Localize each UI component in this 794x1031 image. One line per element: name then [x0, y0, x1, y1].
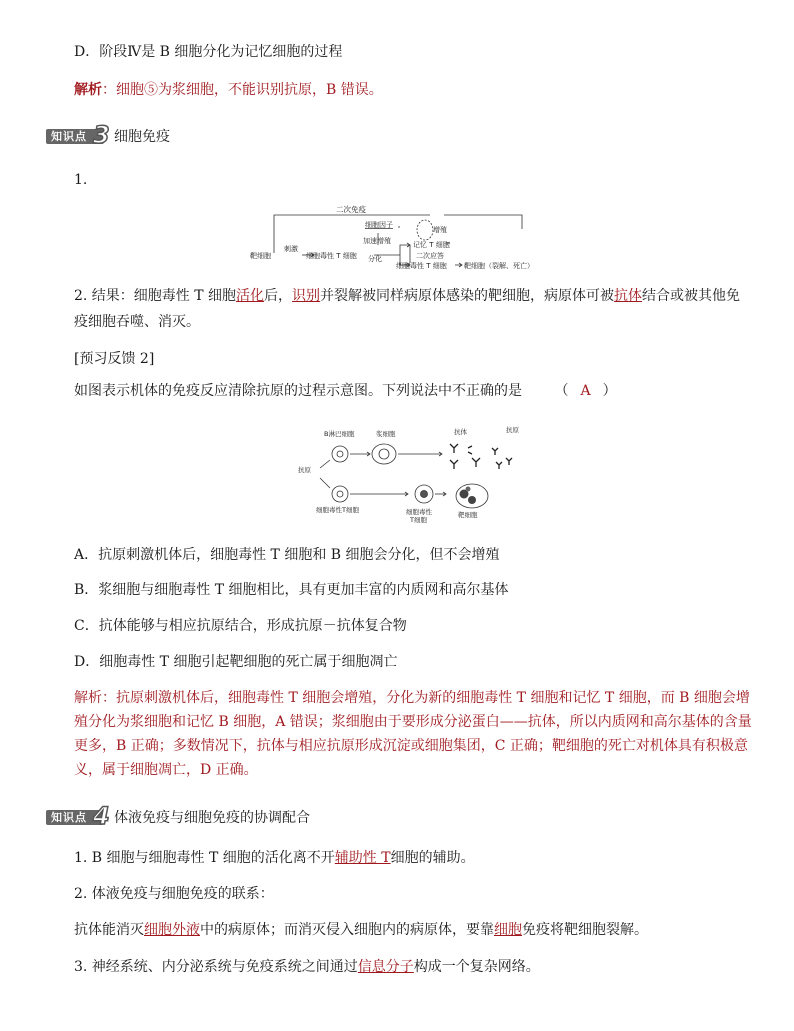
- antibody-label: 抗体: [454, 428, 467, 436]
- blank-helper-t: 辅助性 T: [334, 850, 391, 866]
- item2-text: 结合或被其他免: [642, 288, 741, 304]
- section3-item2-line2: 疫细胞吞噬、消灭。: [74, 314, 200, 330]
- target-cell-label: 靶细胞: [458, 511, 478, 519]
- explanation-label: 解析: [74, 82, 102, 98]
- answer-bracket: ）: [602, 383, 617, 399]
- antigen-tr-label: 抗原: [506, 426, 519, 434]
- preview-explanation: 解析：抗原刺激机体后，细胞毒性 T 细胞会增殖，分化为新的细胞毒性 T 细胞和记忆 T 细胞，而 B 细胞会增殖分化为浆细胞和记忆 B 细胞，A 错误；浆细胞由于要形成分泌蛋白——抗体，所以内质网和高尔基体的含量更多，B 正确；多数情况下，抗体与相应抗原形成沉淀或细胞集团，C 正确；靶细胞的死亡对机体具有积极意义，属于细胞凋亡，D 正确。: [74, 690, 752, 778]
- section3-header: [46, 121, 170, 149]
- proliferate-label: 增殖: [433, 226, 447, 234]
- option-d: D．阶段Ⅳ是 B 细胞分化为记忆细胞的过程: [74, 44, 343, 60]
- cell-factor-label: 细胞因子: [365, 221, 393, 229]
- blank-antibody: 抗体: [614, 288, 643, 304]
- item-text: 抗体能消灭: [74, 922, 144, 938]
- top-label: 二次免疫: [336, 205, 366, 214]
- item-text: 细胞的辅助。: [390, 850, 475, 866]
- option-c: C．抗体能够与相应抗原结合，形成抗原－抗体复合物: [74, 618, 407, 634]
- knowledge-point-badge: [46, 802, 112, 830]
- ctl-left-label: 细胞毒性T细胞: [316, 506, 359, 514]
- item-text: 中的病原体；而消灭侵入细胞内的病原体，要靠: [200, 922, 494, 938]
- blank-extracellular: 细胞外液: [144, 922, 200, 938]
- explanation-text: ：细胞⑤为浆细胞，不能识别抗原，B 错误。: [102, 82, 383, 98]
- differentiate-label: 分化: [368, 255, 382, 263]
- blank-activate: 活化: [236, 288, 265, 304]
- item-text: 3. 神经系统、内分泌系统与免疫系统之间通过: [74, 959, 358, 975]
- preview-label: [预习反馈 2]: [74, 351, 155, 367]
- new-ctl-label: 细胞毒性 T 细胞: [396, 262, 447, 269]
- option-d2: D．细胞毒性 T 细胞引起靶细胞的死亡属于细胞凋亡: [74, 654, 398, 670]
- immune-response-figure: [296, 422, 528, 526]
- blank-cell: 细胞: [494, 922, 522, 938]
- section4-header: [46, 802, 310, 830]
- option-b: B．浆细胞与细胞毒性 T 细胞相比，具有更加丰富的内质网和高尔基体: [74, 582, 509, 598]
- section4-item2b: [74, 920, 648, 940]
- answer-bracket: （: [554, 383, 569, 399]
- target-label: 靶细胞: [250, 252, 271, 260]
- cellular-immunity-diagram: [250, 203, 550, 269]
- blank-info-molecule: 信息分子: [357, 959, 414, 975]
- answer: A: [580, 383, 591, 399]
- stimulate-label: 刺激: [284, 245, 298, 253]
- knowledge-point-badge: [46, 121, 112, 149]
- option-a: A．抗原刺激机体后，细胞毒性 T 细胞和 B 细胞会分化，但不会增殖: [74, 547, 500, 563]
- b-cell-label: B淋巴细胞: [324, 430, 355, 438]
- secondary-label: 二次应答: [416, 252, 444, 260]
- item2-text: 后，: [264, 288, 293, 304]
- item2-text: 并裂解被同样病原体感染的靶细胞，病原体可被: [320, 288, 615, 304]
- ctl-mid-label2: T细胞: [410, 516, 427, 524]
- section4-item2: 2. 体液免疫与细胞免疫的联系：: [74, 886, 274, 902]
- preview-question: [74, 381, 617, 401]
- badge-text: 知识点: [51, 130, 87, 143]
- item-text: 构成一个复杂网络。: [413, 959, 540, 975]
- plasma-label: 浆细胞: [376, 430, 396, 438]
- target-end-label: 靶细胞（裂解、死亡）: [464, 262, 534, 269]
- badge-number: 3: [93, 121, 110, 149]
- memory-t-label: 记忆 T 细胞: [413, 241, 450, 249]
- item-text: 免疫将靶细胞裂解。: [522, 922, 648, 938]
- section3-item2: [74, 286, 740, 306]
- item2-text: 2. 结果：细胞毒性 T 细胞: [74, 288, 237, 304]
- section-title: 细胞免疫: [114, 129, 170, 145]
- badge-number: 4: [93, 802, 110, 830]
- blank-recognize: 识别: [292, 288, 321, 304]
- explanation-prev: [74, 80, 383, 100]
- ctl-label: 细胞毒性 T 细胞: [306, 252, 357, 260]
- item-number: 1.: [74, 172, 88, 188]
- badge-text: 知识点: [51, 811, 87, 824]
- antigen-left-label: 抗原: [298, 466, 311, 474]
- section4-item1: [74, 848, 475, 868]
- item-text: 1. B 细胞与细胞毒性 T 细胞的活化离不开: [74, 850, 335, 866]
- activate-prolif-label: 加速增殖: [363, 237, 391, 245]
- section-title: 体液免疫与细胞免疫的协调配合: [114, 810, 310, 826]
- ctl-mid-label: 细胞毒性: [406, 508, 432, 516]
- section4-item3: [74, 957, 540, 977]
- question-text: 如图表示机体的免疫反应清除抗原的过程示意图。下列说法中不正确的是: [74, 383, 522, 399]
